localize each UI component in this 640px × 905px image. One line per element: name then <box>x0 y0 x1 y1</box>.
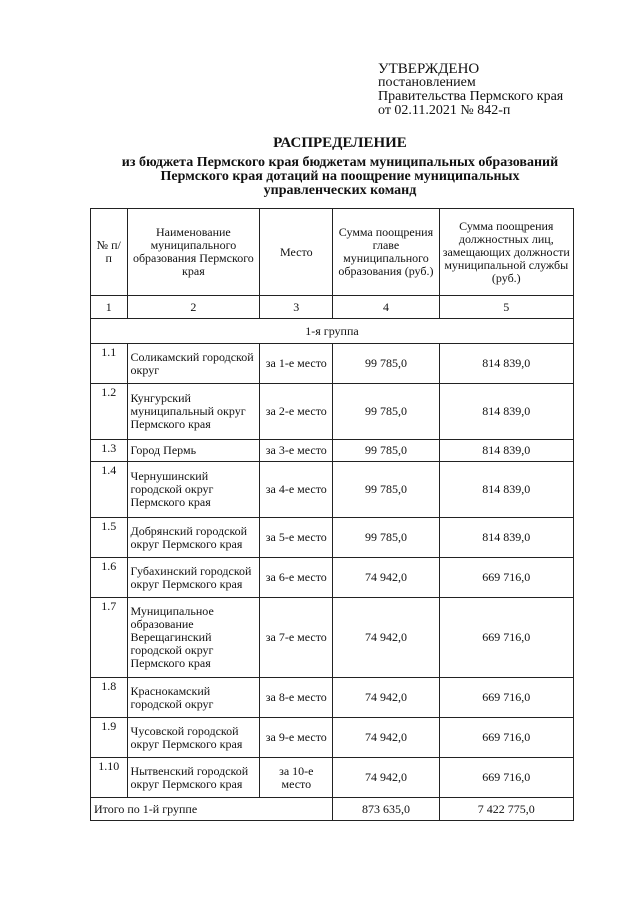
row-place: за 4-е место <box>260 462 333 518</box>
row-sum-officials: 814 839,0 <box>439 462 573 518</box>
table-row <box>91 384 574 440</box>
distribution-table <box>90 208 574 821</box>
row-place: за 7-е место <box>260 598 333 678</box>
table-row <box>91 344 574 384</box>
row-num: 1.3 <box>91 440 128 462</box>
row-place: за 6-е место <box>260 558 333 598</box>
approval-stamp <box>378 62 563 118</box>
table-row <box>91 440 574 462</box>
table-row <box>91 558 574 598</box>
row-name: Добрянский городской округ Пермского края <box>127 518 260 558</box>
row-sum-officials: 814 839,0 <box>439 344 573 384</box>
group-row <box>91 319 574 344</box>
row-num: 1.5 <box>91 518 128 558</box>
row-name: Муниципальное образование Верещагинский городской округ Пермского края <box>127 598 260 678</box>
row-name: Губахинский городской округ Пермского края <box>127 558 260 598</box>
row-sum-officials: 669 716,0 <box>439 598 573 678</box>
approved-heading: УТВЕРЖДЕНО <box>378 61 480 77</box>
table-row <box>91 598 574 678</box>
row-sum-head: 74 942,0 <box>333 598 439 678</box>
row-num: 1.4 <box>91 462 128 518</box>
row-sum-officials: 814 839,0 <box>439 440 573 462</box>
approval-line-2: Правительства Пермского края <box>378 89 564 104</box>
header-num: № п/п <box>91 209 128 296</box>
row-sum-head: 99 785,0 <box>333 462 439 518</box>
row-sum-officials: 669 716,0 <box>439 678 573 718</box>
column-number: 3 <box>260 296 333 319</box>
approval-line-1: постановлением <box>378 75 476 90</box>
header-name: Наименование муниципального образования Пермского края <box>127 209 260 296</box>
row-place: за 10-е место <box>260 758 333 798</box>
total-sum-head: 873 635,0 <box>333 798 439 821</box>
table-row <box>91 518 574 558</box>
title-sub-2: Пермского края дотаций на поощрение муниципальных <box>160 169 520 184</box>
row-sum-head: 99 785,0 <box>333 344 439 384</box>
table-row <box>91 758 574 798</box>
column-number: 1 <box>91 296 128 319</box>
row-name: Нытвенский городской округ Пермского края <box>127 758 260 798</box>
row-num: 1.9 <box>91 718 128 758</box>
group-label: 1-я группа <box>91 319 574 344</box>
column-number: 5 <box>439 296 573 319</box>
row-sum-officials: 814 839,0 <box>439 518 573 558</box>
table-header-row <box>91 209 574 296</box>
table-row <box>91 718 574 758</box>
row-sum-head: 99 785,0 <box>333 440 439 462</box>
row-sum-head: 74 942,0 <box>333 678 439 718</box>
row-sum-head: 99 785,0 <box>333 518 439 558</box>
row-num: 1.2 <box>91 384 128 440</box>
header-sum-officials: Сумма поощрения должностных лиц, замещающих должности муниципальной службы (руб.) <box>439 209 573 296</box>
document-title <box>60 136 620 198</box>
column-number: 2 <box>127 296 260 319</box>
header-place: Место <box>260 209 333 296</box>
row-sum-head: 99 785,0 <box>333 384 439 440</box>
row-name: Город Пермь <box>127 440 260 462</box>
row-place: за 1-е место <box>260 344 333 384</box>
row-num: 1.7 <box>91 598 128 678</box>
row-name: Краснокамский городской округ <box>127 678 260 718</box>
header-sum-head: Сумма поощрения главе муниципального образования (руб.) <box>333 209 439 296</box>
row-num: 1.1 <box>91 344 128 384</box>
row-name: Чусовской городской округ Пермского края <box>127 718 260 758</box>
row-sum-officials: 814 839,0 <box>439 384 573 440</box>
row-place: за 5-е место <box>260 518 333 558</box>
row-place: за 2-е место <box>260 384 333 440</box>
row-num: 1.6 <box>91 558 128 598</box>
title-sub-3: управленческих команд <box>263 183 417 198</box>
row-sum-head: 74 942,0 <box>333 558 439 598</box>
row-place: за 3-е место <box>260 440 333 462</box>
row-sum-head: 74 942,0 <box>333 758 439 798</box>
column-number-row <box>91 296 574 319</box>
table-row <box>91 678 574 718</box>
row-place: за 9-е место <box>260 718 333 758</box>
approval-line-3: от 02.11.2021 № 842-п <box>378 103 511 118</box>
row-name: Соликамский городской округ <box>127 344 260 384</box>
row-sum-head: 74 942,0 <box>333 718 439 758</box>
total-sum-officials: 7 422 775,0 <box>439 798 573 821</box>
total-label: Итого по 1-й группе <box>91 798 333 821</box>
row-sum-officials: 669 716,0 <box>439 558 573 598</box>
total-row <box>91 798 574 821</box>
row-sum-officials: 669 716,0 <box>439 718 573 758</box>
title-sub-1: из бюджета Пермского края бюджетам муниципальных образований <box>121 155 559 170</box>
row-name: Чернушинский городской округ Пермского края <box>127 462 260 518</box>
row-num: 1.8 <box>91 678 128 718</box>
row-name: Кунгурский муниципальный округ Пермского края <box>127 384 260 440</box>
table-row <box>91 462 574 518</box>
title-main: РАСПРЕДЕЛЕНИЕ <box>273 135 407 151</box>
row-place: за 8-е место <box>260 678 333 718</box>
column-number: 4 <box>333 296 439 319</box>
row-sum-officials: 669 716,0 <box>439 758 573 798</box>
row-num: 1.10 <box>91 758 128 798</box>
